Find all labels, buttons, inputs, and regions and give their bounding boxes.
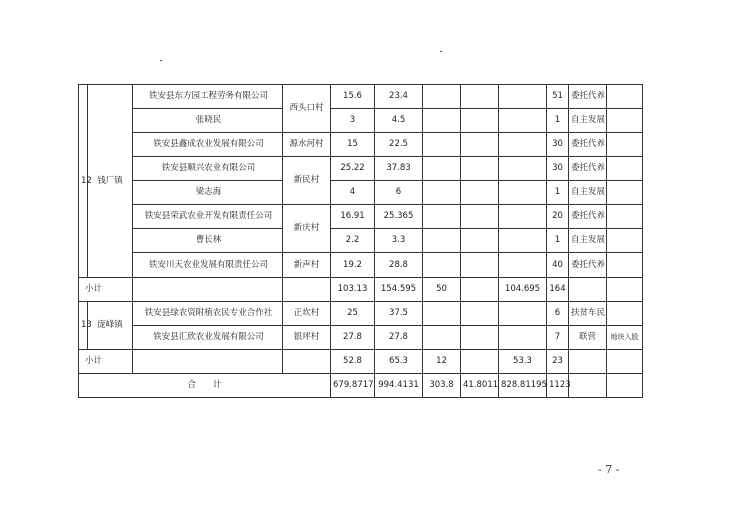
empty-cell [461,85,499,109]
village-cell: 银坪村 [283,326,331,350]
mode-cell: 委托代养 [569,133,607,157]
empty-cell [607,253,643,278]
mode-cell: 自主发展 [569,181,607,205]
empty-cell [569,278,607,302]
township-name: 庞峰镇 [88,302,133,350]
empty-cell [607,374,643,398]
village-cell: 正坎村 [283,302,331,326]
empty-cell [607,85,643,109]
value-cell: 3.3 [375,229,423,253]
empty-cell [461,205,499,229]
mode-cell: 委托代养 [569,205,607,229]
subtotal-value: 53.3 [499,350,547,374]
data-table [78,84,643,398]
subtotal-value: 52.8 [331,350,375,374]
empty-cell [499,229,547,253]
empty-cell [461,350,499,374]
subtotal-value: 12 [423,350,461,374]
empty-cell [499,157,547,181]
empty-cell [499,181,547,205]
empty-cell [423,181,461,205]
company-cell: 铁安县绿农资附植农民专业合作社 [133,302,283,326]
mode-cell: 自主发展 [569,229,607,253]
empty-cell [133,278,283,302]
mode-cell: 委托代养 [569,157,607,181]
empty-cell [607,229,643,253]
empty-cell [461,109,499,133]
table-row [79,302,643,326]
subtotal-count: 164 [547,278,569,302]
company-cell: 张晓民 [133,109,283,133]
empty-cell [499,133,547,157]
value-cell: 6 [375,181,423,205]
empty-cell [607,350,643,374]
village-cell: 新声村 [283,253,331,278]
village-cell: 新民村 [283,157,331,205]
empty-cell [423,109,461,133]
company-cell: 铁安县鑫成农业发展有限公司 [133,133,283,157]
scan-speck [160,60,162,61]
count-cell: 7 [547,326,569,350]
empty-cell [283,350,331,374]
count-cell: 1 [547,109,569,133]
empty-cell [607,157,643,181]
empty-cell [423,326,461,350]
value-cell: 37.5 [375,302,423,326]
empty-cell [499,253,547,278]
company-cell: 梁志海 [133,181,283,205]
company-cell: 铁安川天农业发展有限责任公司 [133,253,283,278]
table-row [79,133,643,157]
mode-cell: 扶贫车民 [569,302,607,326]
empty-cell [569,374,607,398]
value-cell: 19.2 [331,253,375,278]
row-number: 13 [79,302,88,350]
subtotal-label: 小计 [79,350,133,374]
mode-cell: 联营 [569,326,607,350]
count-cell: 1 [547,181,569,205]
page-number: - 7 - [598,463,620,476]
empty-cell [607,181,643,205]
company-cell: 铁安县荣武农业开发有限责任公司 [133,205,283,229]
subtotal-value: 154.595 [375,278,423,302]
subtotal-value: 104.695 [499,278,547,302]
empty-cell [423,229,461,253]
count-cell: 30 [547,133,569,157]
empty-cell [423,205,461,229]
empty-cell [423,85,461,109]
table-row [79,109,643,133]
empty-cell [461,181,499,205]
note-cell: 地块入股 [607,326,643,350]
subtotal-row [79,350,643,374]
total-label: 合 计 [79,374,331,398]
total-value: 303.8 [423,374,461,398]
count-cell: 20 [547,205,569,229]
empty-cell [283,278,331,302]
subtotal-value: 65.3 [375,350,423,374]
value-cell: 27.8 [331,326,375,350]
mode-cell: 委托代养 [569,253,607,278]
empty-cell [461,302,499,326]
company-cell: 铁安县东方园工程劳务有限公司 [133,85,283,109]
total-count: 1123 [547,374,569,398]
table-row [79,181,643,205]
value-cell: 25 [331,302,375,326]
value-cell: 22.5 [375,133,423,157]
count-cell: 40 [547,253,569,278]
company-cell: 铁安县汇欣农业发展有限公司 [133,326,283,350]
table-row [79,253,643,278]
empty-cell [499,326,547,350]
empty-cell [461,326,499,350]
empty-cell [499,302,547,326]
value-cell: 4 [331,181,375,205]
table-row [79,85,643,109]
empty-cell [461,278,499,302]
empty-cell [607,278,643,302]
mode-cell: 委托代养 [569,85,607,109]
value-cell: 15.6 [331,85,375,109]
value-cell: 16.91 [331,205,375,229]
company-cell: 铁安县顺兴农业有限公司 [133,157,283,181]
empty-cell [423,302,461,326]
value-cell: 15 [331,133,375,157]
mode-cell: 自主发展 [569,109,607,133]
subtotal-count: 23 [547,350,569,374]
empty-cell [423,157,461,181]
empty-cell [499,205,547,229]
scan-speck [440,51,442,52]
empty-cell [607,109,643,133]
table-row [79,157,643,181]
table-row [79,326,643,350]
empty-cell [607,133,643,157]
empty-cell [461,157,499,181]
row-number: 12 [79,85,88,278]
subtotal-value: 103.13 [331,278,375,302]
empty-cell [569,350,607,374]
total-value: 679.8717 [331,374,375,398]
total-row [79,374,643,398]
village-cell: 西头口村 [283,85,331,133]
total-value: 994.4131 [375,374,423,398]
value-cell: 3 [331,109,375,133]
table-row [79,205,643,229]
value-cell: 25.22 [331,157,375,181]
empty-cell [607,205,643,229]
village-cell: 源水河村 [283,133,331,157]
count-cell: 51 [547,85,569,109]
table-row [79,229,643,253]
empty-cell [461,133,499,157]
empty-cell [461,229,499,253]
village-cell: 新庆村 [283,205,331,253]
empty-cell [133,350,283,374]
company-cell: 曹长林 [133,229,283,253]
empty-cell [607,302,643,326]
empty-cell [461,253,499,278]
value-cell: 27.8 [375,326,423,350]
empty-cell [499,109,547,133]
total-value: 828.81195 [499,374,547,398]
count-cell: 30 [547,157,569,181]
empty-cell [423,133,461,157]
value-cell: 4.5 [375,109,423,133]
value-cell: 2.2 [331,229,375,253]
total-value: 41.8011 [461,374,499,398]
empty-cell [423,253,461,278]
subtotal-row [79,278,643,302]
value-cell: 23.4 [375,85,423,109]
value-cell: 37.83 [375,157,423,181]
count-cell: 1 [547,229,569,253]
value-cell: 28.8 [375,253,423,278]
count-cell: 6 [547,302,569,326]
empty-cell [499,85,547,109]
township-name: 钱厂镇 [88,85,133,278]
subtotal-value: 50 [423,278,461,302]
value-cell: 25.365 [375,205,423,229]
subtotal-label: 小计 [79,278,133,302]
